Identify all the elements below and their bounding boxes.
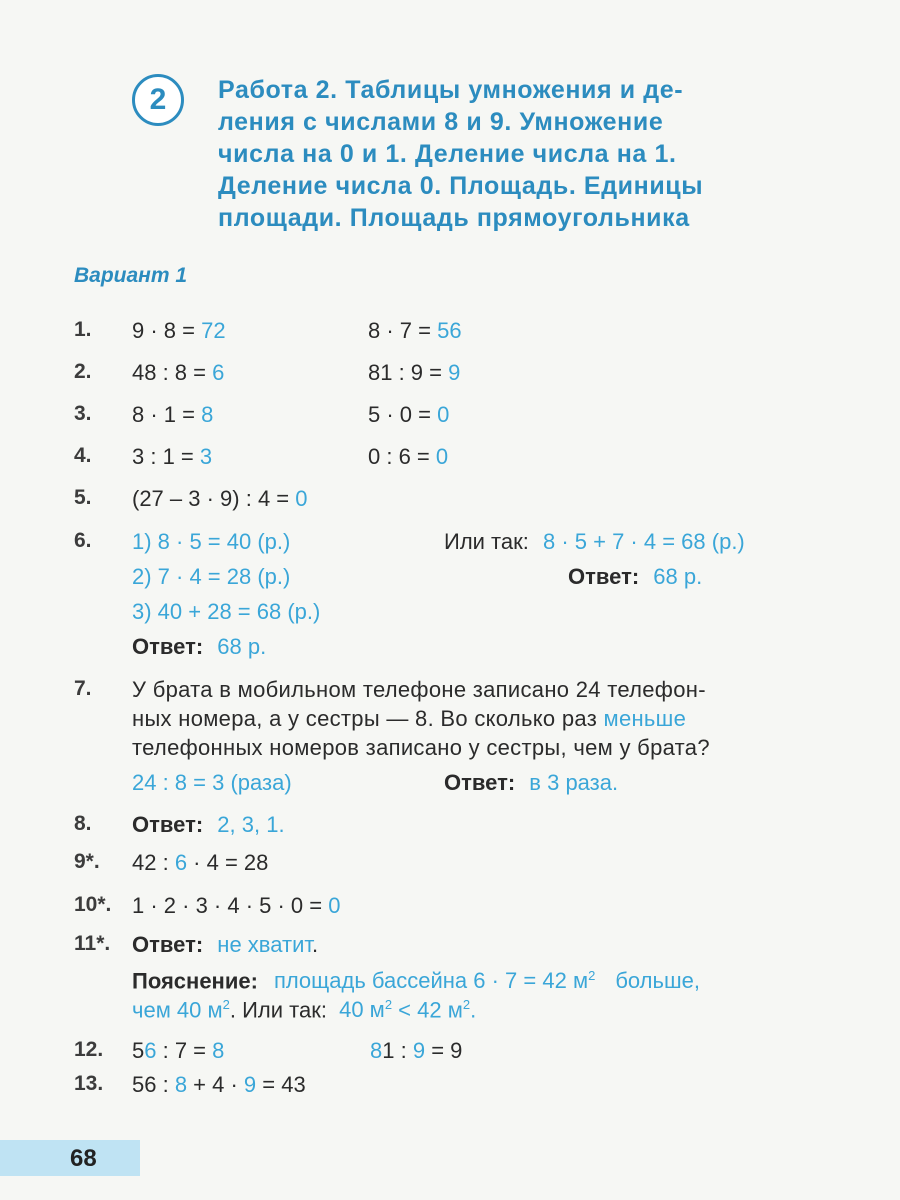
text: ных номера, а у сестры — 8. Во сколько раз (132, 706, 604, 731)
answer: 0 (295, 486, 308, 511)
answer-label: Ответ: (444, 770, 516, 795)
text: = 43 (256, 1072, 306, 1097)
title-line: числа на 0 и 1. Деление числа на 1. (218, 140, 677, 168)
expression: (27 – 3 · 9) : 4 = (132, 486, 296, 511)
variant-label: Вариант 1 (74, 264, 188, 287)
task9 (132, 850, 268, 876)
text: = 9 (425, 1038, 463, 1063)
task4-right (368, 444, 448, 470)
task10 (132, 893, 341, 919)
work-title (218, 74, 838, 234)
task2-left (132, 360, 224, 386)
task6-step2: 2) 7 · 4 = 28 (р.) (132, 564, 291, 589)
page-number: 68 (70, 1145, 97, 1172)
task6-step3: 3) 40 + 28 = 68 (р.) (132, 599, 321, 624)
text: 56 : (132, 1072, 175, 1097)
task-number: 4. (74, 444, 92, 467)
answer: 68 р. (653, 564, 703, 589)
task7-solution: 24 : 8 = 3 (раза) (132, 770, 292, 795)
task-number: 7. (74, 677, 92, 700)
text: 5 (132, 1038, 145, 1063)
answer: не хватит (217, 932, 312, 957)
answer-label: Ответ: (132, 634, 204, 659)
title-line: Работа 2. Таблицы умножения и де- (218, 76, 684, 104)
answer: 0 (435, 444, 449, 469)
answer: в 3 раза. (529, 770, 619, 795)
task12-right (370, 1038, 462, 1064)
expression: 1 · 2 · 3 · 4 · 5 · 0 = (132, 893, 329, 918)
text: : (394, 1038, 413, 1063)
explanation: больше, (615, 968, 700, 994)
task7-line3: телефонных номеров записано у сестры, чем у брата? (132, 735, 710, 760)
period: . (312, 932, 319, 957)
answer: 72 (201, 318, 226, 343)
expression: 8 · 1 = (132, 402, 202, 427)
task-number: 9*. (74, 850, 100, 873)
answer-label: Ответ: (132, 812, 204, 837)
answer: 8 (212, 1038, 225, 1063)
title-line: Деление числа 0. Площадь. Единицы (218, 172, 704, 200)
answer: 6 (144, 1038, 157, 1063)
task-number: 2. (74, 360, 92, 383)
task-number: 10*. (74, 893, 112, 916)
task8-answer (132, 812, 285, 838)
work-number-badge: 2 (132, 74, 184, 126)
answer: 8 (370, 1038, 383, 1063)
alt-expression: 8 · 5 + 7 · 4 = 68 (р.) (542, 529, 745, 554)
period: . (470, 997, 477, 1023)
task7-answer (444, 770, 618, 796)
explanation: 40 м (339, 997, 385, 1023)
expression: 0 : 6 = (368, 444, 436, 469)
title-line: площади. Площадь прямоугольника (218, 204, 690, 232)
expression: 3 : 1 = (132, 444, 200, 469)
explanation-label: Пояснение: (132, 968, 258, 994)
superscript: 2 (384, 997, 393, 1012)
alt-label: Или так: (444, 529, 529, 554)
answer: 6 (174, 850, 188, 875)
task5 (132, 486, 308, 512)
answer: 3 (199, 444, 213, 469)
expression: 81 : 9 = (368, 360, 449, 385)
task1-right (368, 318, 462, 344)
expression: 48 : 8 = (132, 360, 213, 385)
answer: 9 (412, 1038, 426, 1063)
answer: 9 (448, 360, 461, 385)
task7-line1: У брата в мобильном телефоне записано 24 телефон- (132, 677, 706, 702)
task-number: 12. (74, 1038, 104, 1061)
task12-left (132, 1038, 224, 1064)
answer: 56 (437, 318, 462, 343)
expression: 8 · 7 = (368, 318, 438, 343)
superscript: 2 (222, 997, 230, 1012)
task-number: 3. (74, 402, 92, 425)
expression: 5 · 0 = (368, 402, 438, 427)
superscript: 2 (462, 997, 471, 1012)
text: . Или так: (229, 997, 327, 1023)
answer: 6 (212, 360, 225, 385)
task6-step1: 1) 8 · 5 = 40 (р.) (132, 529, 291, 554)
text: : 7 = (156, 1038, 213, 1063)
task4-left (132, 444, 212, 470)
text: + 4 · (187, 1072, 244, 1097)
explanation: площадь бассейна 6 · 7 = 42 м (273, 968, 589, 994)
superscript: 2 (588, 968, 596, 983)
task-number: 6. (74, 529, 92, 552)
answer: 8 (201, 402, 214, 427)
task6-alt-answer (568, 564, 702, 590)
expression: 9 · 8 = (132, 318, 202, 343)
task3-left (132, 402, 213, 428)
task-number: 8. (74, 812, 92, 835)
task1-left (132, 318, 226, 344)
highlight: меньше (603, 706, 687, 731)
answer-label: Ответ: (132, 932, 204, 957)
task11-explanation-line1 (132, 968, 700, 994)
answer: 0 (328, 893, 341, 918)
task-number: 11*. (74, 932, 111, 955)
text: · 4 = 28 (187, 850, 269, 875)
task11-answer (132, 932, 318, 958)
task11-explanation-line2 (132, 997, 476, 1023)
task-number: 5. (74, 486, 92, 509)
title-line: ления с числами 8 и 9. Умножение (218, 108, 664, 136)
explanation: чем 40 м (132, 997, 223, 1023)
answer: 0 (437, 402, 450, 427)
explanation: < 42 м (392, 997, 463, 1023)
task6-alternative (444, 529, 745, 555)
task2-right (368, 360, 460, 386)
task7-line2 (132, 706, 686, 732)
task3-right (368, 402, 449, 428)
task6-answer (132, 634, 266, 660)
answer: 68 р. (217, 634, 267, 659)
text: 1 (382, 1038, 395, 1063)
answer: 2, 3, 1. (217, 812, 285, 837)
task-number: 13. (74, 1072, 104, 1095)
task13 (132, 1072, 306, 1098)
answer-label: Ответ: (568, 564, 640, 589)
answer: 9 (243, 1072, 257, 1097)
answer: 8 (174, 1072, 188, 1097)
task-number: 1. (74, 318, 92, 341)
text: 42 : (132, 850, 175, 875)
